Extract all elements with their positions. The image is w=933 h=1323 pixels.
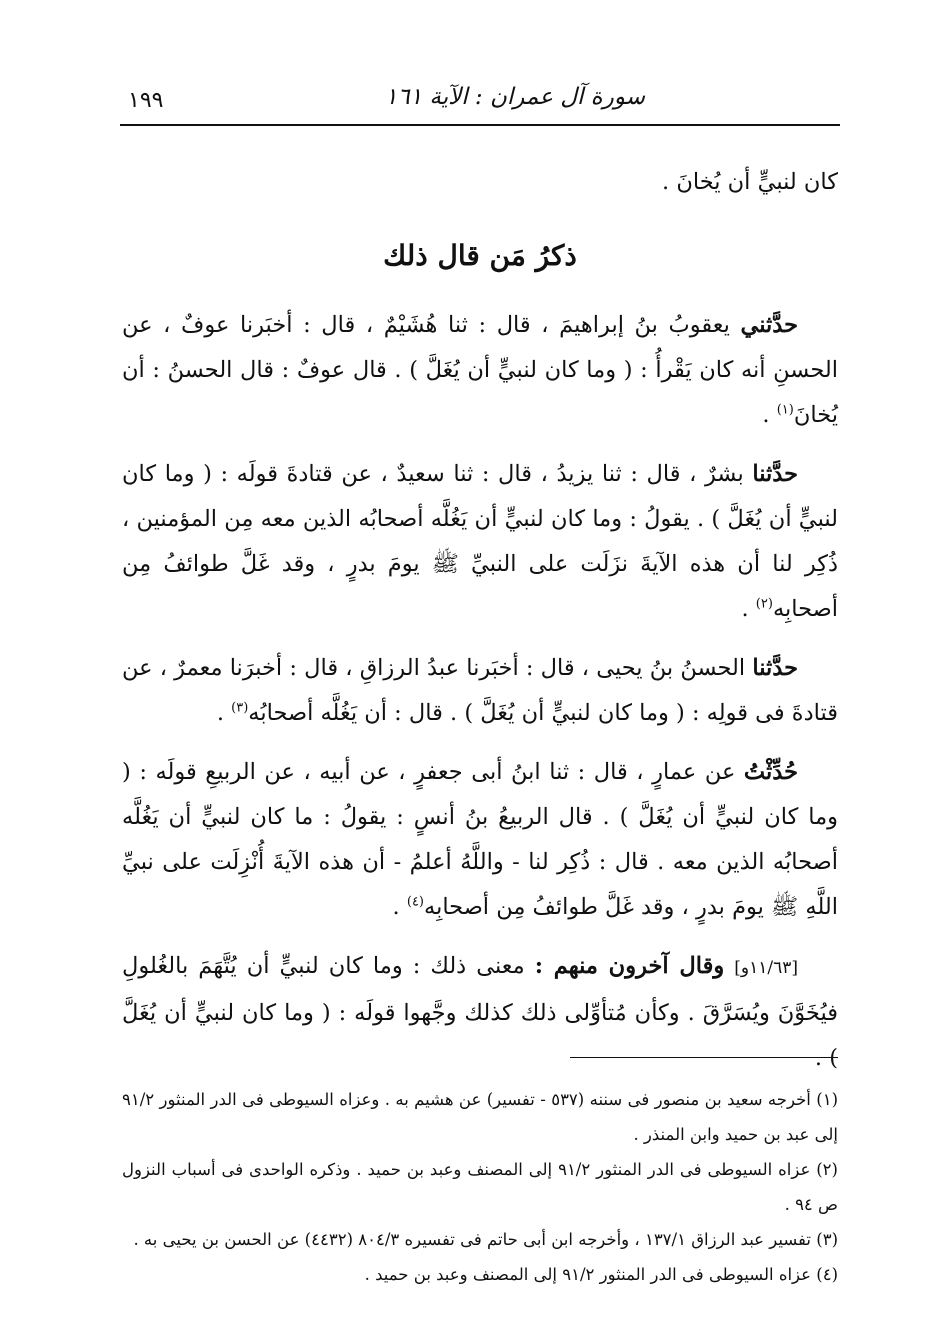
paragraph-text: يعقوبُ بنُ إبراهيمَ ، قال : ثنا هُشَيْمٌ ، قال : أخبَرنا عوفٌ ، عن الحسنِ أنه كان يَقْرأُ : ( وما كان لنبيٍّ أن يُغَلَّ ) . قال عوفٌ : قال الحسنُ : أن يُخانَ: [122, 312, 838, 428]
footnote-marker: (٣): [231, 700, 249, 716]
paragraph-end: .: [392, 894, 407, 920]
footnote-3: (٣) تفسير عبد الرزاق ١٣٧/١ ، وأخرجه ابن أبى حاتم فى تفسيره ٨٠٤/٣ (٤٤٣٢) عن الحسن بن يحيى به .: [133, 1230, 838, 1249]
footnote-marker: (٢): [755, 596, 773, 612]
hadith-paragraph-2: [122, 452, 838, 632]
paragraph-end: .: [741, 596, 756, 622]
footnote-2: (٢) عزاه السيوطى فى الدر المنثور ٩١/٢ إلى المصنف وعبد بن حميد . وذكره الواحدى فى أسباب النزول ص ٩٤ .: [122, 1160, 838, 1214]
footnote-1: (١) أخرجه سعيد بن منصور فى سننه (٥٣٧ - تفسير) عن هشيم به . وعزاه السيوطى فى الدر المنثور ٩١/٢ إلى عبد بن حميد وابن المنذر .: [122, 1090, 838, 1144]
narration-opening: حُدِّثْتُ: [743, 759, 798, 785]
narration-opening: حدَّثنا: [752, 655, 798, 681]
paragraph-text: عن عمارٍ ، قال : ثنا ابنُ أبى جعفرٍ ، عن أبيه ، عن الربيعِ قولَه : ( وما كان لنبيٍّ أن يُغَلَّ ) . قال الربيعُ بنُ أنسٍ : يقولُ : ما كان لنبيٍّ أن يَغُلَّه أصحابُه الذين معه . قال : ذُكِر لنا - واللَّهُ أعلمُ - أن هذه الآيةَ أُنْزِلَت على نبيِّ اللَّهِ ﷺ يومَ بدرٍ ، وقد غَلَّ طوائفُ مِن أصحابِه: [122, 759, 838, 920]
main-text: [122, 160, 838, 1095]
page-number: ١٩٩: [128, 88, 164, 113]
footnote-4: (٤) عزاه السيوطى فى الدر المنثور ٩١/٢ إلى المصنف وعبد بن حميد .: [364, 1265, 838, 1284]
footnotes: [122, 1082, 838, 1292]
lead-line: كان لنبيٍّ أن يُخانَ .: [662, 169, 838, 195]
manuscript-reference: [١١/٦٣و]: [734, 958, 798, 978]
hadith-paragraph-3: [122, 646, 838, 736]
footnote-marker: (٤): [406, 894, 424, 910]
narration-opening: حدَّثنا: [752, 461, 798, 487]
footnote-marker: (١): [776, 402, 794, 418]
header-rule: [120, 124, 840, 126]
paragraph-text: معنى ذلك : وما كان لنبيٍّ أن يُتَّهَمَ بالغُلولِ فيُخَوَّنَ ويُسَرَّقَ . وكأن مُتأوِّلى ذلك كذلك وجَّهوا قولَه : ( وما كان لنبيٍّ أن يُغَلَّ ) .: [122, 953, 838, 1071]
opinion-opening: وقال آخرون منهم :: [534, 953, 725, 979]
hadith-paragraph-1: [122, 303, 838, 438]
footnote-rule: [570, 1057, 838, 1058]
running-title: سورة آل عمران : الآية ١٦١: [384, 84, 645, 110]
page-header: [120, 82, 840, 122]
hadith-paragraph-4: [122, 750, 838, 930]
paragraph-end: .: [216, 700, 232, 726]
paragraph-end: .: [762, 402, 777, 428]
other-opinion-paragraph: [122, 944, 838, 1081]
paragraph-text: بشرٌ ، قال : ثنا يزيدُ ، قال : ثنا سعيدٌ ، عن قتادةَ قولَه : ( وما كان لنبيٍّ أن يُغَلَّ ) . يقولُ : وما كان لنبيٍّ أن يَغُلَّه أصحابُه الذين معه مِن المؤمنين ، ذُكِر لنا أن هذه الآيةَ نزَلَت على النبيِّ ﷺ يومَ بدرٍ ، وقد غَلَّ طوائفُ مِن أصحابِه: [122, 461, 838, 622]
section-heading: ذكرُ مَن قال ذلك: [383, 239, 577, 272]
narration-opening: حدَّثني: [740, 312, 798, 338]
paragraph-text: الحسنُ بنُ يحيى ، قال : أخبَرنا عبدُ الرزاقِ ، قال : أخبرَنا معمرٌ ، عن قتادةَ فى قولِه : ( وما كان لنبيٍّ أن يُغَلَّ ) . قال : أن يَغُلَّه أصحابُه: [122, 655, 838, 726]
